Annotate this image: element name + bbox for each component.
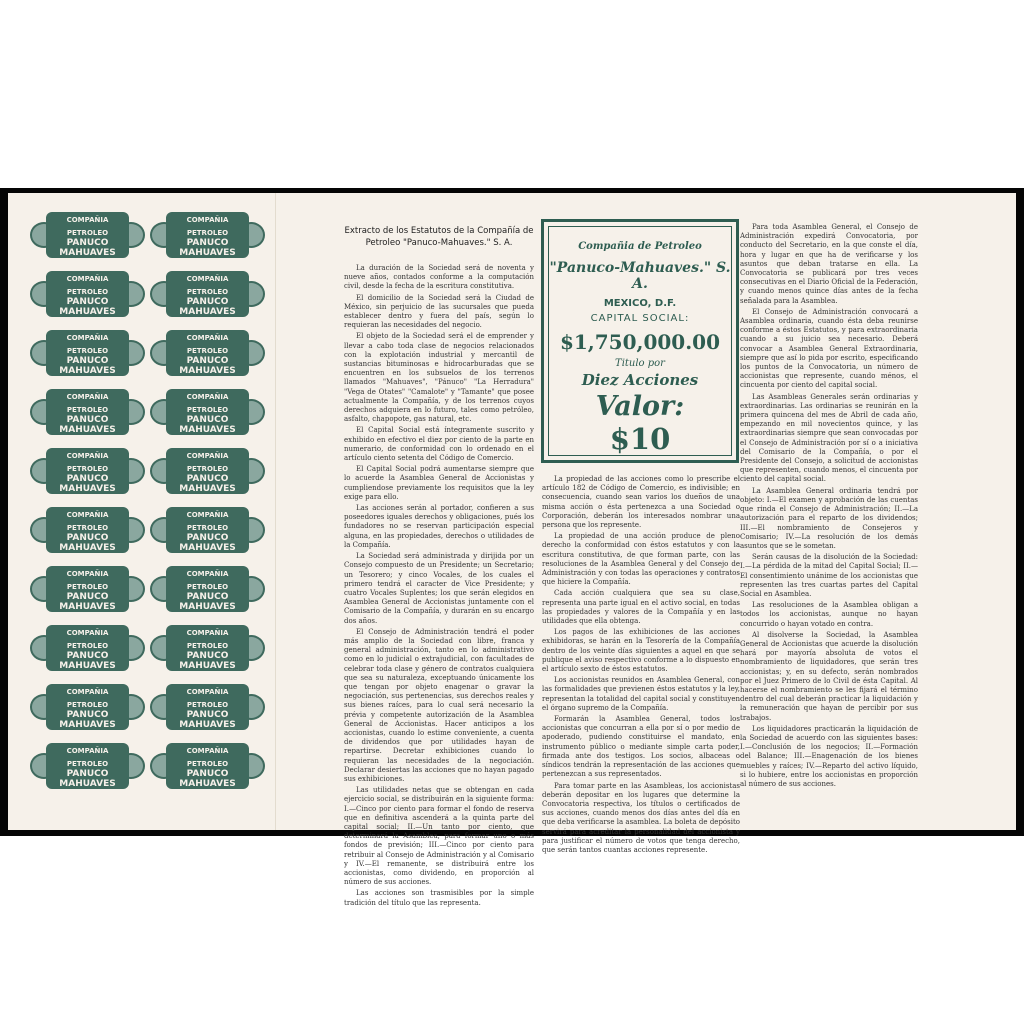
stub-line-1: COMPAÑIA — [186, 629, 229, 637]
city: MEXICO, D.F. — [603, 298, 677, 309]
statute-paragraph: Las acciones son trasmisibles por la simple tradición del título que las representa. — [344, 889, 534, 907]
stub-line-3: PANUCO — [66, 297, 109, 307]
coupon-stub — [30, 387, 145, 443]
stub-line-5: S.A. — [80, 377, 95, 384]
capital-amount: $1,750,000.00 — [559, 330, 721, 354]
stub-line-4: MAHUAVES — [59, 248, 116, 258]
stub-line-3: PANUCO — [186, 533, 229, 543]
stub-line-3: PANUCO — [186, 710, 229, 720]
stub-line-5: S.A. — [200, 731, 215, 738]
stub-line-3: PANUCO — [186, 651, 229, 661]
stub-line-2: PETROLEO — [66, 229, 109, 237]
stub-line-5: S.A. — [80, 790, 95, 797]
statute-paragraph: Para tomar parte en las Asambleas, los accionistas deberán depositar en los lugares que determine la Convocatoria respectiva, los títulos o certificados de sus acciones, cuando menos dos días antes del día en que deba verificarse la asamblea. La boleta de depósito servirá para acreditar la personalidad del accionista y para justificar el número de votos que tenga derecho, que serán tantos cuantas acciones represente. — [542, 781, 740, 854]
fold-line — [275, 193, 276, 830]
stub-line-1: COMPAÑIA — [186, 570, 229, 578]
stub-line-4: MAHUAVES — [179, 779, 236, 789]
stub-line-2: PETROLEO — [66, 760, 109, 768]
statutes-column-2 — [542, 475, 740, 857]
stub-label — [166, 566, 249, 620]
stub-label — [46, 507, 129, 561]
coupon-stub — [150, 564, 265, 620]
coupon-stub — [30, 446, 145, 502]
statute-paragraph: Los pagos de las exhibiciones de las acciones exhibidoras, se harán en la Tesorería de la Compañía dentro de los veinte días siguientes a aquel en que se publique el aviso respectivo conforme a lo dispuesto en el artículo sexto de éstos estatutos. — [542, 628, 740, 674]
company-name: "Panuco-Mahuaves." S. A. — [549, 260, 731, 292]
stub-line-5: S.A. — [200, 318, 215, 325]
stub-line-3: PANUCO — [66, 356, 109, 366]
coupon-stub — [150, 741, 265, 797]
certificate-inner-border — [548, 226, 732, 456]
stub-line-5: S.A. — [200, 259, 215, 266]
stub-line-5: S.A. — [80, 259, 95, 266]
stub-label — [46, 743, 129, 797]
statute-paragraph: El domicilio de la Sociedad será la Ciudad de México, sin perjuicio de las sucursales que pueda establecer dentro y fuera del país, según lo requieran las necesidades del negocio. — [344, 293, 534, 330]
stub-line-5: S.A. — [200, 672, 215, 679]
statute-paragraph: El Capital Social podrá aumentarse siempre que lo acuerde la Asamblea General de Accionistas y cumpliendose previamente los requisitos que la ley exige para ello. — [344, 465, 534, 501]
stub-line-3: PANUCO — [186, 415, 229, 425]
coupon-stub — [150, 623, 265, 679]
stub-line-1: COMPAÑIA — [66, 216, 109, 224]
stub-line-3: PANUCO — [186, 769, 229, 779]
stub-line-5: S.A. — [80, 672, 95, 679]
stub-line-2: PETROLEO — [186, 701, 229, 709]
stub-line-2: PETROLEO — [186, 229, 229, 237]
stub-line-3: PANUCO — [66, 533, 109, 543]
stub-line-2: PETROLEO — [66, 347, 109, 355]
stub-line-2: PETROLEO — [66, 465, 109, 473]
stub-line-2: PETROLEO — [186, 406, 229, 414]
stub-line-5: S.A. — [200, 613, 215, 620]
coupon-stub — [150, 682, 265, 738]
stub-line-1: COMPAÑIA — [66, 688, 109, 696]
stub-label — [46, 330, 129, 384]
stub-label — [166, 389, 249, 443]
stub-line-4: MAHUAVES — [179, 366, 236, 376]
stub-line-1: COMPAÑIA — [66, 334, 109, 342]
coupon-stub — [150, 505, 265, 561]
stub-line-4: MAHUAVES — [59, 720, 116, 730]
stub-line-1: COMPAÑIA — [186, 216, 229, 224]
statute-paragraph: La propiedad de una acción produce de pleno derecho la conformidad con éstos estatutos y con la escritura constitutiva, de que forman parte, con las resoluciones de la Asamblea General y del Consejo de Administración y con todas las operaciones y contratos que hiciere la Compañía. — [542, 532, 740, 587]
coupon-stub — [30, 269, 145, 325]
stub-line-5: S.A. — [200, 790, 215, 797]
stub-line-3: PANUCO — [66, 415, 109, 425]
value-amount: $10 — [609, 422, 671, 456]
stub-line-5: S.A. — [80, 613, 95, 620]
statute-paragraph: El Capital Social está íntegramente suscrito y exhibido en efectivo el diez por ciento de la parte en numerario, de conformidad con lo ordenado en el artículo ciento setenta del Código de Comercio. — [344, 426, 534, 463]
stub-label — [46, 212, 129, 266]
stub-line-3: PANUCO — [186, 297, 229, 307]
statute-paragraph: La Asamblea General ordinaria tendrá por objeto: I.—El examen y aprobación de las cuentas que rinda el Consejo de Administración; II.—La autorización para el reparto de los dividendos; III.—El nombramiento de Consejeros y Comisario; IV.—La resolución de los demás asuntos que se le sometan. — [740, 486, 918, 550]
statutes-column-1 — [344, 264, 534, 910]
statute-paragraph: La propiedad de las acciones como lo prescribe el artículo 182 de Código de Comercio, es indivisible; en consecuencia, cuando sean varios los dueños de una misma acción o ésta pertenezca a una Sociedad o Corporación, deberán los interesados nombrar una persona que los represente. — [542, 475, 740, 530]
stub-line-1: COMPAÑIA — [66, 570, 109, 578]
stub-line-4: MAHUAVES — [59, 484, 116, 494]
stub-line-3: PANUCO — [186, 592, 229, 602]
stub-line-4: MAHUAVES — [179, 720, 236, 730]
stub-line-1: COMPAÑIA — [186, 511, 229, 519]
stub-line-1: COMPAÑIA — [66, 629, 109, 637]
stub-label — [46, 389, 129, 443]
coupon-stub — [150, 328, 265, 384]
statute-paragraph: Serán causas de la disolución de la Sociedad: I.—La pérdida de la mitad del Capital Social; II.—El consentimiento unánime de los accionistas que representen las tres cuartas partes del Capital Social en Asamblea. — [740, 553, 918, 598]
stub-line-1: COMPAÑIA — [186, 688, 229, 696]
coupon-stub — [150, 269, 265, 325]
stub-line-2: PETROLEO — [186, 583, 229, 591]
shares-line: Diez Acciones — [581, 371, 699, 389]
coupon-stub — [30, 623, 145, 679]
stub-line-4: MAHUAVES — [59, 779, 116, 789]
coupon-stub — [150, 387, 265, 443]
stub-line-2: PETROLEO — [66, 524, 109, 532]
statute-paragraph: Cada acción cualquiera que sea su clase, representa una parte igual en el activo social, en todas las propiedades y valores de la Compañía y en las utilidades que ella obtenga. — [542, 589, 740, 626]
stub-line-3: PANUCO — [66, 769, 109, 779]
statute-paragraph: La duración de la Sociedad será de noventa y nueve años, contados conforme a la computación civil, desde la fecha de la escritura constitutiva. — [344, 264, 534, 291]
stub-label — [46, 566, 129, 620]
coupon-stub — [30, 210, 145, 266]
stub-line-2: PETROLEO — [66, 701, 109, 709]
stub-line-4: MAHUAVES — [59, 661, 116, 671]
stub-line-2: PETROLEO — [186, 347, 229, 355]
stub-label — [46, 684, 129, 738]
stub-line-5: S.A. — [80, 731, 95, 738]
statute-paragraph: La Sociedad será administrada y dirijida por un Consejo compuesto de un Presidente; un Secretario; un Tesorero; y cinco Vocales, de los cuales el primero tendrá el caracter de Vice Presidente; y cuatro Vocales Suplentes; los que serán elegidos en Asamblea General de Accionistas juntamente con el Comisario de la Compañía, y durarán en su encargo dos años. — [344, 552, 534, 625]
stub-line-1: COMPAÑIA — [66, 393, 109, 401]
stub-line-2: PETROLEO — [186, 760, 229, 768]
stub-line-3: PANUCO — [66, 651, 109, 661]
stub-line-5: S.A. — [80, 436, 95, 443]
stub-line-4: MAHUAVES — [179, 661, 236, 671]
stub-line-4: MAHUAVES — [179, 248, 236, 258]
statutes-heading: Extracto de los Estatutos de la Compañía de Petroleo "Panuco-Mahuaves." S. A. — [344, 226, 534, 248]
stub-label — [166, 212, 249, 266]
stub-line-4: MAHUAVES — [59, 543, 116, 553]
stub-line-5: S.A. — [200, 554, 215, 561]
stub-label — [166, 507, 249, 561]
stub-line-4: MAHUAVES — [179, 307, 236, 317]
stub-line-3: PANUCO — [186, 356, 229, 366]
stub-line-3: PANUCO — [66, 238, 109, 248]
stub-line-4: MAHUAVES — [59, 425, 116, 435]
statute-paragraph: Al disolverse la Sociedad, la Asamblea General de Accionistas que acuerde la disolución hará por mayoría absoluta de votos el nombramiento de liquidadores, que serán tres accionistas; y, en su defecto, serán nombrados por el Juez Primero de lo Civil de ésta Capital. Al hacerse el nombramiento se les fijará el término dentro del cual deberán practicar la liquidación y la remuneración que hayan de percibir por sus trabajos. — [740, 630, 918, 722]
statute-paragraph: Formarán la Asamblea General, todos los accionistas que concurran a ella por sí o por medio de apoderado, pudiendo constituirse el mandato, en instrumento público o mediante simple carta poder, firmada ante dos testigos. Los socios, albaceas o síndicos tendrán la representación de las acciones que pertenezcan a sus representados. — [542, 715, 740, 779]
stub-line-5: S.A. — [200, 495, 215, 502]
stub-line-1: COMPAÑIA — [66, 275, 109, 283]
capital-label: CAPITAL SOCIAL: — [590, 313, 690, 324]
coupon-stub — [30, 328, 145, 384]
stub-line-5: S.A. — [80, 495, 95, 502]
stub-line-5: S.A. — [80, 554, 95, 561]
stub-line-4: MAHUAVES — [179, 602, 236, 612]
stub-line-4: MAHUAVES — [59, 602, 116, 612]
share-certificate-box — [541, 219, 739, 463]
statute-paragraph: Las acciones serán al portador, confieren a sus poseedores iguales derechos y obligaciones, pués los fundadores no se reservan participación especial alguna, en las propiedades, derechos o utilidades de la Compañía. — [344, 504, 534, 549]
stub-label — [166, 625, 249, 679]
stub-line-3: PANUCO — [66, 474, 109, 484]
statute-paragraph: Las resoluciones de la Asamblea obligan a todos los accionistas, aunque no hayan concurrido o hayan votado en contra. — [740, 601, 918, 628]
statute-paragraph: El objeto de la Sociedad será el de emprender y llevar a cabo toda clase de negocios relacionados con la explotación industrial y mercantil de sustancias bituminosas e hidrocarburadas que se encuentren en los subsuelos de los terrenos llamados "Mahuaves", "Pánuco" "La Herradura" "Vega de Otates" "Camalote" y "Tamante" que posee actualmente la Compañía, y de los terrenos cuyos derechos adquiera en lo futuro, tales como petróleo, asfalto, chapopote, gas natural, etc. — [344, 332, 534, 424]
stub-label — [166, 448, 249, 502]
stub-line-2: PETROLEO — [66, 642, 109, 650]
company-line: Compañia de Petroleo — [578, 241, 702, 252]
statute-paragraph: Para toda Asamblea General, el Consejo de Administración expedirá Convocatoria, por conducto del Secretario, en la que conste el día, hora y lugar en que ha de verificarse y los asuntos que deban tratarse en ella. La Convocatoria se publicará por tres veces consecutivas en el Diario Oficial de la Federación, y cuando menos quince días antes de la fecha señalada para la Asamblea. — [740, 223, 918, 305]
coupon-stub — [30, 505, 145, 561]
statute-paragraph: Las utilidades netas que se obtengan en cada ejercicio social, se distribuirán en la siguiente forma: I.—Cinco por ciento para formar el fondo de reserva que en definitiva ascenderá a la quinta parte del capital social; II.—Un tanto por ciento, que determinará la Asamblea, para formar uno o más fondos de previsión; III.—Cinco por ciento para retribuir al Consejo de Administración y al Comisario y IV.—El remanente, se distribuirá entre los accionistas, como dividendo, en proporción al número de sus acciones. — [344, 786, 534, 887]
statute-paragraph: Los liquidadores practicarán la liquidación de la Sociedad de acuerdo con las siguientes bases: I.—Conclusión de los negocios; II.—Formación del Balance; III.—Enagenación de los bienes muebles y raíces; IV.—Reparto del activo líquido, si lo hubiere, entre los accionistas en proporción al número de sus acciones. — [740, 724, 918, 788]
stub-line-3: PANUCO — [186, 238, 229, 248]
stub-line-1: COMPAÑIA — [186, 275, 229, 283]
value-label: Valor: — [595, 391, 685, 422]
stub-line-4: MAHUAVES — [59, 366, 116, 376]
statute-paragraph: El Consejo de Administración convocará a Asamblea ordinaria, cuando ésta deba reunirse conforme a éstos Estatutos, y para extraordinaria cuando a su juicio sea necesario. Deberá convocar a Asamblea General Extraordinaria, siempre que así lo pida por escrito, especificando los puntos de la Convocatoria, un número de accionistas que represente, cuando ménos, el cincuenta por ciento del capital social. — [740, 307, 918, 390]
stub-line-1: COMPAÑIA — [186, 334, 229, 342]
stub-line-2: PETROLEO — [186, 524, 229, 532]
stub-line-5: S.A. — [200, 377, 215, 384]
stub-line-2: PETROLEO — [66, 583, 109, 591]
stub-label — [46, 448, 129, 502]
stub-label — [46, 625, 129, 679]
stub-line-4: MAHUAVES — [59, 307, 116, 317]
stub-line-2: PETROLEO — [66, 406, 109, 414]
stub-line-2: PETROLEO — [66, 288, 109, 296]
stub-line-2: PETROLEO — [186, 642, 229, 650]
stub-label — [166, 271, 249, 325]
stub-line-2: PETROLEO — [186, 465, 229, 473]
coupon-stub — [30, 741, 145, 797]
stub-line-1: COMPAÑIA — [186, 452, 229, 460]
statute-paragraph: Las Asambleas Generales serán ordinarias y extraordinarias. Las ordinarias se reunirán en la primera quincena del mes de Abril de cada año, empezando en mil novecientos quince, y las extraordinarias siempre que sean convocadas por el Consejo de Administración por sí o a iniciativa del Comisario de la Compañía, o por el Presidente del Consejo, a solicitud de accionistas que representen, cuando menos, el cincuenta por ciento del capital social. — [740, 392, 918, 484]
stub-label — [166, 330, 249, 384]
stub-line-5: S.A. — [80, 318, 95, 325]
stub-line-4: MAHUAVES — [179, 425, 236, 435]
coupon-stub — [150, 446, 265, 502]
stub-label — [166, 684, 249, 738]
coupon-stub — [150, 210, 265, 266]
stub-line-4: MAHUAVES — [179, 543, 236, 553]
stub-line-1: COMPAÑIA — [186, 393, 229, 401]
title-line: Titulo por — [615, 358, 665, 369]
stub-line-4: MAHUAVES — [179, 484, 236, 494]
stub-line-1: COMPAÑIA — [66, 747, 109, 755]
stub-label — [46, 271, 129, 325]
coupon-stub — [30, 564, 145, 620]
stub-label — [166, 743, 249, 797]
stub-line-2: PETROLEO — [186, 288, 229, 296]
stub-line-3: PANUCO — [66, 592, 109, 602]
stub-line-5: S.A. — [200, 436, 215, 443]
stub-line-1: COMPAÑIA — [66, 452, 109, 460]
statute-paragraph: El Consejo de Administración tendrá el poder más amplio de la Sociedad con libre, franca y general administración, tanto en lo administrativo como en lo judicial o extrajudicial, con facultades de celebrar toda clase y género de contratos cualquiera que sea su naturaleza, exceptuando únicamente los que tengan por objeto enagenar o gravar la negociación, sus pertenencias, sus derechos reales y sus bienes raíces, para lo cual será necesario la prévia y competente autorización de la Asamblea General de Accionistas. Hacer anticipos a los accionistas, cuando lo estime conveniente, a cuenta de dividendos que por utilidades hayan de repartirse. Decretar exhibiciones cuando lo requieran las necesidades de la negociación. Declarar desiertas las acciones que no hayan pagado sus exhibiciones. — [344, 627, 534, 783]
stub-line-3: PANUCO — [66, 710, 109, 720]
statute-paragraph: Los accionistas reunidos en Asamblea General, con las formalidades que previenen éstos estatutos y la ley, representan la totalidad del capital social y constituyen el órgano supremo de la Compañía. — [542, 676, 740, 712]
stub-line-1: COMPAÑIA — [186, 747, 229, 755]
stub-line-3: PANUCO — [186, 474, 229, 484]
stub-line-1: COMPAÑIA — [66, 511, 109, 519]
statutes-column-3 — [740, 223, 918, 791]
coupon-stub — [30, 682, 145, 738]
